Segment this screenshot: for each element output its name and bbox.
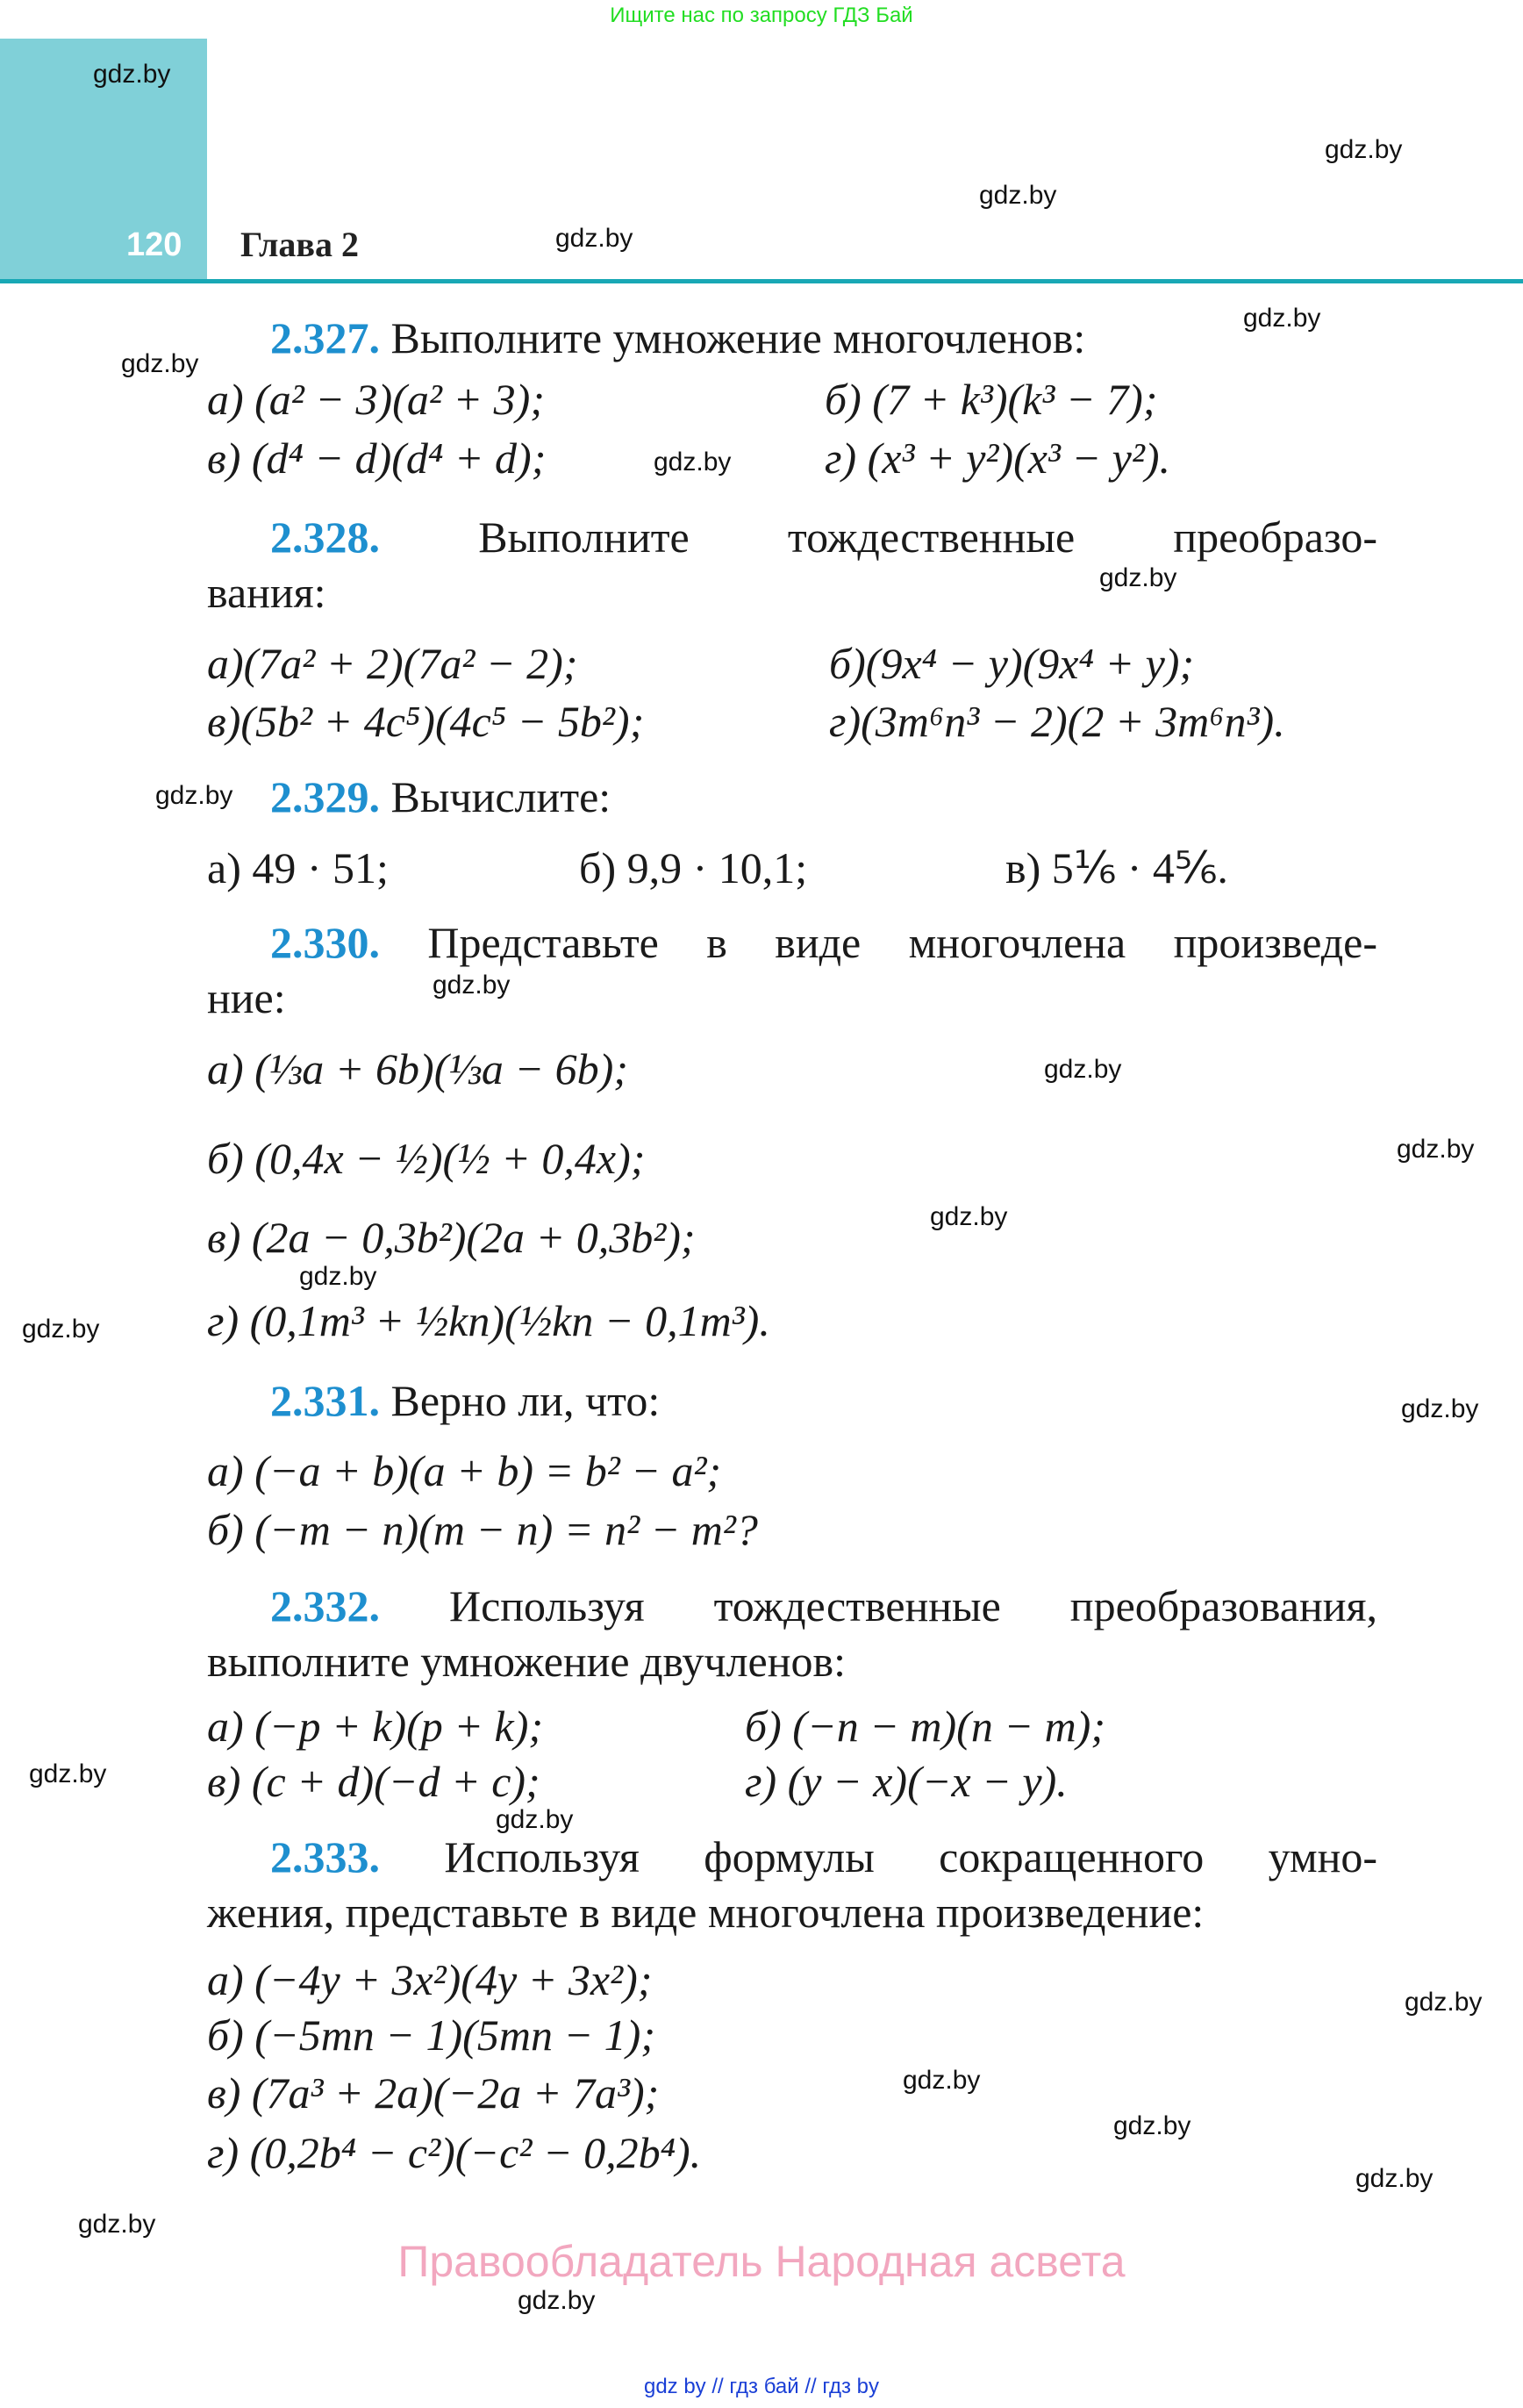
exercise-item: г) (0,2b⁴ − c²)(−c² − 0,2b⁴). <box>207 2128 702 2177</box>
watermark: gdz.by <box>121 349 199 378</box>
exercise-text: Верно ли, что: <box>390 1376 661 1425</box>
exercise-2-327-heading <box>270 312 1085 364</box>
exercise-text: Вычислите: <box>390 772 611 821</box>
watermark: gdz.by <box>518 2286 596 2315</box>
exercise-item: в) (c + d)(−d + c); <box>207 1757 540 1806</box>
exercise-item: б) (−n − m)(n − m); <box>745 1702 1105 1751</box>
watermark: gdz.by <box>93 60 171 89</box>
exercise-text: Выполните тождественные преобразо- <box>478 512 1378 562</box>
exercise-item: а) (−4y + 3x²)(4y + 3x²); <box>207 1955 653 2004</box>
exercise-number: 2.328. <box>270 512 380 562</box>
exercise-item: б) (0,4x − ½)(½ + 0,4x); <box>207 1134 646 1183</box>
exercise-item: б) (−5mn − 1)(5mn − 1); <box>207 2010 655 2060</box>
exercise-item: в) (2a − 0,3b²)(2a + 0,3b²); <box>207 1213 696 1262</box>
exercise-item: а)(7a² + 2)(7a² − 2); <box>207 639 578 688</box>
top-banner: Ищите нас по запросу ГДЗ Бай <box>610 4 913 27</box>
watermark: gdz.by <box>654 448 732 477</box>
exercise-item: г) (x³ + y²)(x³ − y²). <box>825 434 1170 483</box>
exercise-item: б) 9,9 · 10,1; <box>579 843 808 892</box>
watermark: gdz.by <box>1113 2111 1191 2140</box>
exercise-text: Используя формулы сокращенного умно- <box>444 1832 1378 1881</box>
exercise-item: б) (7 + k³)(k³ − 7); <box>825 375 1158 424</box>
watermark: gdz.by <box>1044 1055 1122 1084</box>
watermark: gdz.by <box>1405 1988 1483 2017</box>
exercise-number: 2.330. <box>270 918 380 967</box>
exercise-item: в) (7a³ + 2a)(−2a + 7a³); <box>207 2068 660 2118</box>
exercise-item: б)(9x⁴ − y)(9x⁴ + y); <box>829 639 1195 688</box>
exercise-item: а) (⅓a + 6b)(⅓a − 6b); <box>207 1044 628 1093</box>
exercise-text: Представьте в виде многочлена произведе- <box>427 918 1378 967</box>
watermark: gdz.by <box>433 971 511 1000</box>
watermark: gdz.by <box>29 1759 107 1788</box>
exercise-item: а) (−p + k)(p + k); <box>207 1702 544 1751</box>
exercise-item: г)(3m⁶n³ − 2)(2 + 3m⁶n³). <box>829 697 1285 746</box>
copyright-owner: Правообладатель Народная асвета <box>397 2237 1126 2286</box>
bottom-links[interactable]: gdz by // гдз бай // гдз by <box>643 2375 880 2398</box>
exercise-item: г) (0,1m³ + ½kn)(½kn − 0,1m³). <box>207 1296 770 1345</box>
exercise-item: г) (y − x)(−x − y). <box>745 1757 1068 1806</box>
watermark: gdz.by <box>22 1315 100 1344</box>
page-number: 120 <box>126 226 182 263</box>
exercise-text: Выполните умножение многочленов: <box>390 313 1086 362</box>
exercise-item: в) 5⅙ · 4⅚. <box>1005 843 1228 892</box>
exercise-2-331-heading <box>270 1374 660 1427</box>
watermark: gdz.by <box>1355 2164 1434 2193</box>
watermark: gdz.by <box>1325 135 1403 164</box>
exercise-text-continued: выполните умножение двучленов: <box>207 1637 846 1686</box>
watermark: gdz.by <box>979 181 1057 210</box>
exercise-item: а) (a² − 3)(a² + 3); <box>207 375 545 424</box>
exercise-item: а) (−a + b)(a + b) = b² − a²; <box>207 1446 722 1495</box>
exercise-2-328-heading <box>270 511 1377 563</box>
header-divider <box>0 279 1523 283</box>
chapter-title: Глава 2 <box>240 225 359 264</box>
exercise-text-continued: ние: <box>207 973 286 1022</box>
exercise-item: б) (−m − n)(m − n) = n² − m²? <box>207 1505 758 1554</box>
exercise-text-continued: вания: <box>207 568 326 617</box>
exercise-2-329-heading <box>270 770 611 823</box>
exercise-number: 2.332. <box>270 1581 380 1630</box>
exercise-2-332-heading <box>270 1580 1377 1632</box>
watermark: gdz.by <box>1099 563 1177 592</box>
exercise-number: 2.327. <box>270 313 380 362</box>
watermark: gdz.by <box>496 1805 574 1834</box>
watermark: gdz.by <box>78 2210 156 2239</box>
exercise-text: Используя тождественные преобразования, <box>449 1581 1378 1630</box>
watermark: gdz.by <box>930 1202 1008 1231</box>
exercise-2-330-heading <box>270 916 1377 969</box>
watermark: gdz.by <box>903 2066 981 2095</box>
watermark: gdz.by <box>555 224 633 253</box>
exercise-number: 2.333. <box>270 1832 380 1881</box>
watermark: gdz.by <box>1243 304 1321 333</box>
exercise-item: в)(5b² + 4c⁵)(4c⁵ − 5b²); <box>207 697 645 746</box>
exercise-number: 2.331. <box>270 1376 380 1425</box>
exercise-2-333-heading <box>270 1831 1377 1883</box>
watermark: gdz.by <box>299 1262 377 1291</box>
exercise-item: в) (d⁴ − d)(d⁴ + d); <box>207 434 547 483</box>
exercise-item: а) 49 · 51; <box>207 843 389 892</box>
exercise-number: 2.329. <box>270 772 380 821</box>
watermark: gdz.by <box>1397 1135 1475 1164</box>
watermark: gdz.by <box>1401 1394 1479 1423</box>
exercise-text-continued: жения, представьте в виде многочлена произведение: <box>207 1888 1205 1937</box>
watermark: gdz.by <box>155 781 233 810</box>
